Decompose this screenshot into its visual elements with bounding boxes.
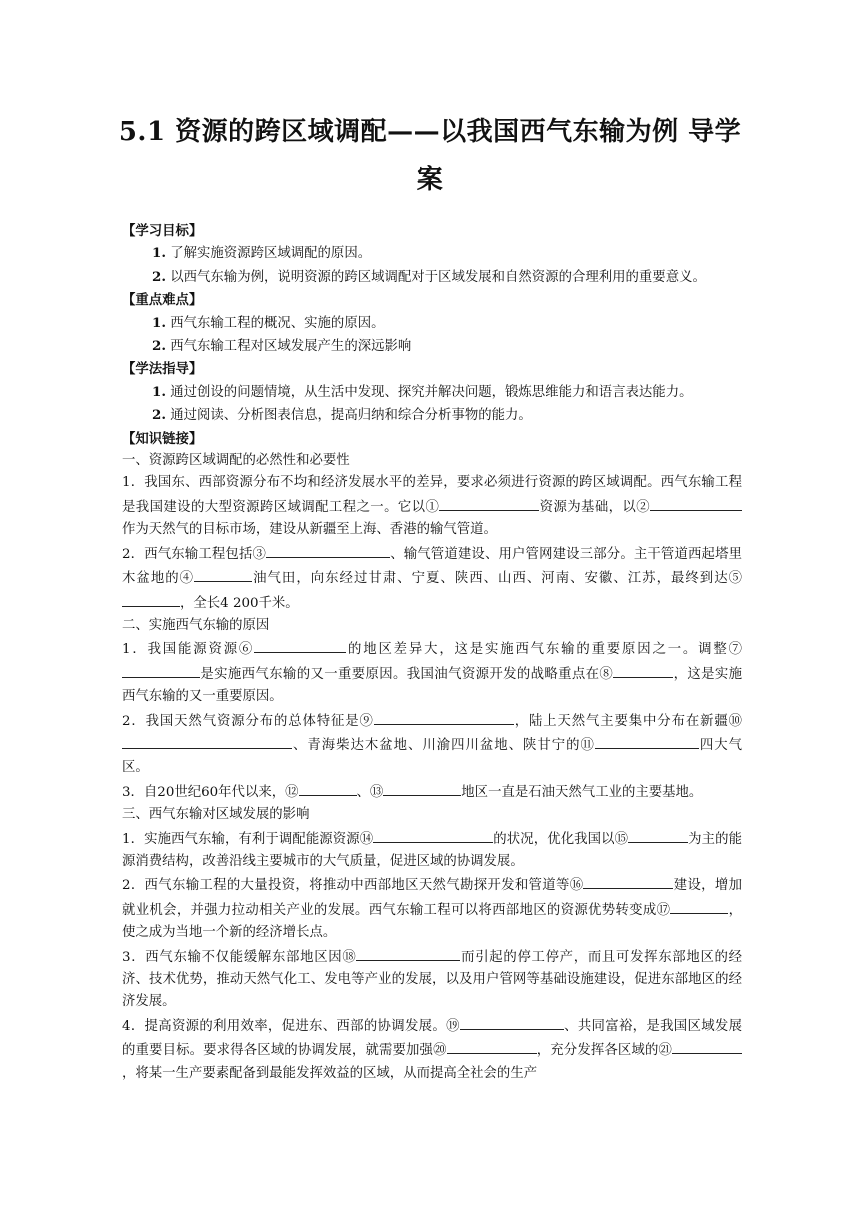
paragraph: 2．我国天然气资源分布的总体特征是⑨ ，陆上天然气主要集中分布在新疆⑩、青海柴达木盆地、川渝四川盆地、陕甘宁的⑪ 四大气区。 [122,709,742,780]
section-heading-key: 【重点难点】 [122,292,203,309]
method-item: 2. 通过阅读、分析图表信息，提高归纳和综合分析事物的能力。 [152,407,532,424]
part2-title: 二、实施西气东输的原因 [122,617,270,633]
paragraph: 4．提高资源的利用效率，促进东、西部的协调发展。⑲ 、共同富裕，是我国区域发展的重要目标。要求得各区域的协调发展，就需要加强⑳ ，充分发挥各区域的㉑，将某一生产要素配备到最能发挥效益的区域，从而提高全社会的生产 [122,1014,742,1085]
goal-item: 1. 了解实施资源跨区域调配的原因。 [152,245,372,262]
fill-blank[interactable] [122,733,292,749]
section-heading-method: 【学法指导】 [122,361,203,378]
paragraph: 3．自20世纪60年代以来，⑫ 、⑬ 地区一直是石油天然气工业的主要基地。 [122,780,742,804]
section-heading-knowledge: 【知识链接】 [122,430,203,447]
fill-blank[interactable] [373,827,493,843]
paragraph: 1．我国东、西部资源分布不均和经济发展水平的差异，要求必须进行资源的跨区域调配。西气东输工程是我国建设的大型资源跨区域调配工程之一。它以① 资源为基础，以②作为天然气的目标市场，建设从新疆至上海、香港的输气管道。 [122,475,742,538]
part1-title: 一、资源跨区域调配的必然性和必要性 [122,453,350,469]
fill-blank[interactable] [670,898,728,914]
fill-blank[interactable] [254,637,346,653]
fill-blank[interactable] [628,827,688,843]
page-title: 5.1 资源的跨区域调配——以我国西气东输为例 导学案 [118,117,742,195]
fill-blank[interactable] [595,733,699,749]
fill-blank[interactable] [613,662,673,678]
key-item: 1. 西气东输工程的概况、实施的原因。 [152,314,385,331]
fill-blank[interactable] [583,873,673,889]
paragraph: 3．西气东输不仅能缓解东部地区因⑱ 而引起的停工停产，而且可发挥东部地区的经济、技术优势，推动天然气化工、发电等产业的发展，以及用户管网等基础设施建设，促进东部地区的经济发展。 [122,945,742,1014]
fill-blank[interactable] [650,495,742,511]
paragraph: 2．西气东输工程的大量投资，将推动中西部地区天然气勘探开发和管道等⑯ 建设，增加就业机会，并强力拉动相关产业的发展。西气东输工程可以将西部地区的资源优势转变成⑰ ，使之成为当地一个新的经济增长点。 [122,873,742,944]
fill-blank[interactable] [447,1038,537,1054]
paragraph: 2．西气东输工程包括③ 、输气管道建设、用户管网建设三部分。主干管道西起塔里木盆地的④ 油气田，向东经过甘肃、宁夏、陕西、山西、河南、安徽、江苏，最终到达⑤，全长4 200千米。 [122,542,742,615]
paragraph: 1．我国能源资源⑥ 的地区差异大，这是实施西气东输的重要原因之一。调整⑦是实施西气东输的又一重要原因。我国油气资源开发的战略重点在⑧ ，这是实施西气东输的又一重要原因。 [122,637,742,708]
fill-blank[interactable] [672,1038,742,1054]
fill-blank[interactable] [356,945,460,961]
fill-blank[interactable] [439,495,539,511]
fill-blank[interactable] [299,780,357,796]
fill-blank[interactable] [122,591,180,607]
key-item: 2. 西气东输工程对区域发展产生的深远影响 [152,338,412,355]
method-item: 1. 通过创设的问题情境，从生活中发现、探究并解决问题，锻炼思维能力和语言表达能力。 [152,383,693,400]
section-heading-goals: 【学习目标】 [122,223,203,239]
fill-blank[interactable] [122,662,200,678]
fill-blank[interactable] [266,542,390,558]
paragraph: 1．实施西气东输，有利于调配能源资源⑭ 的状况，优化我国以⑮ 为主的能源消费结构，改善沿线主要城市的大气质量，促进区域的协调发展。 [122,827,742,874]
document-body [122,220,742,1085]
part3-title: 三、西气东输对区域发展的影响 [122,807,310,823]
fill-blank[interactable] [374,709,514,725]
goal-item: 2. 以西气东输为例，说明资源的跨区域调配对于区域发展和自然资源的合理利用的重要意义。 [152,268,706,285]
fill-blank[interactable] [383,780,461,796]
fill-blank[interactable] [194,566,252,582]
fill-blank[interactable] [460,1014,564,1030]
